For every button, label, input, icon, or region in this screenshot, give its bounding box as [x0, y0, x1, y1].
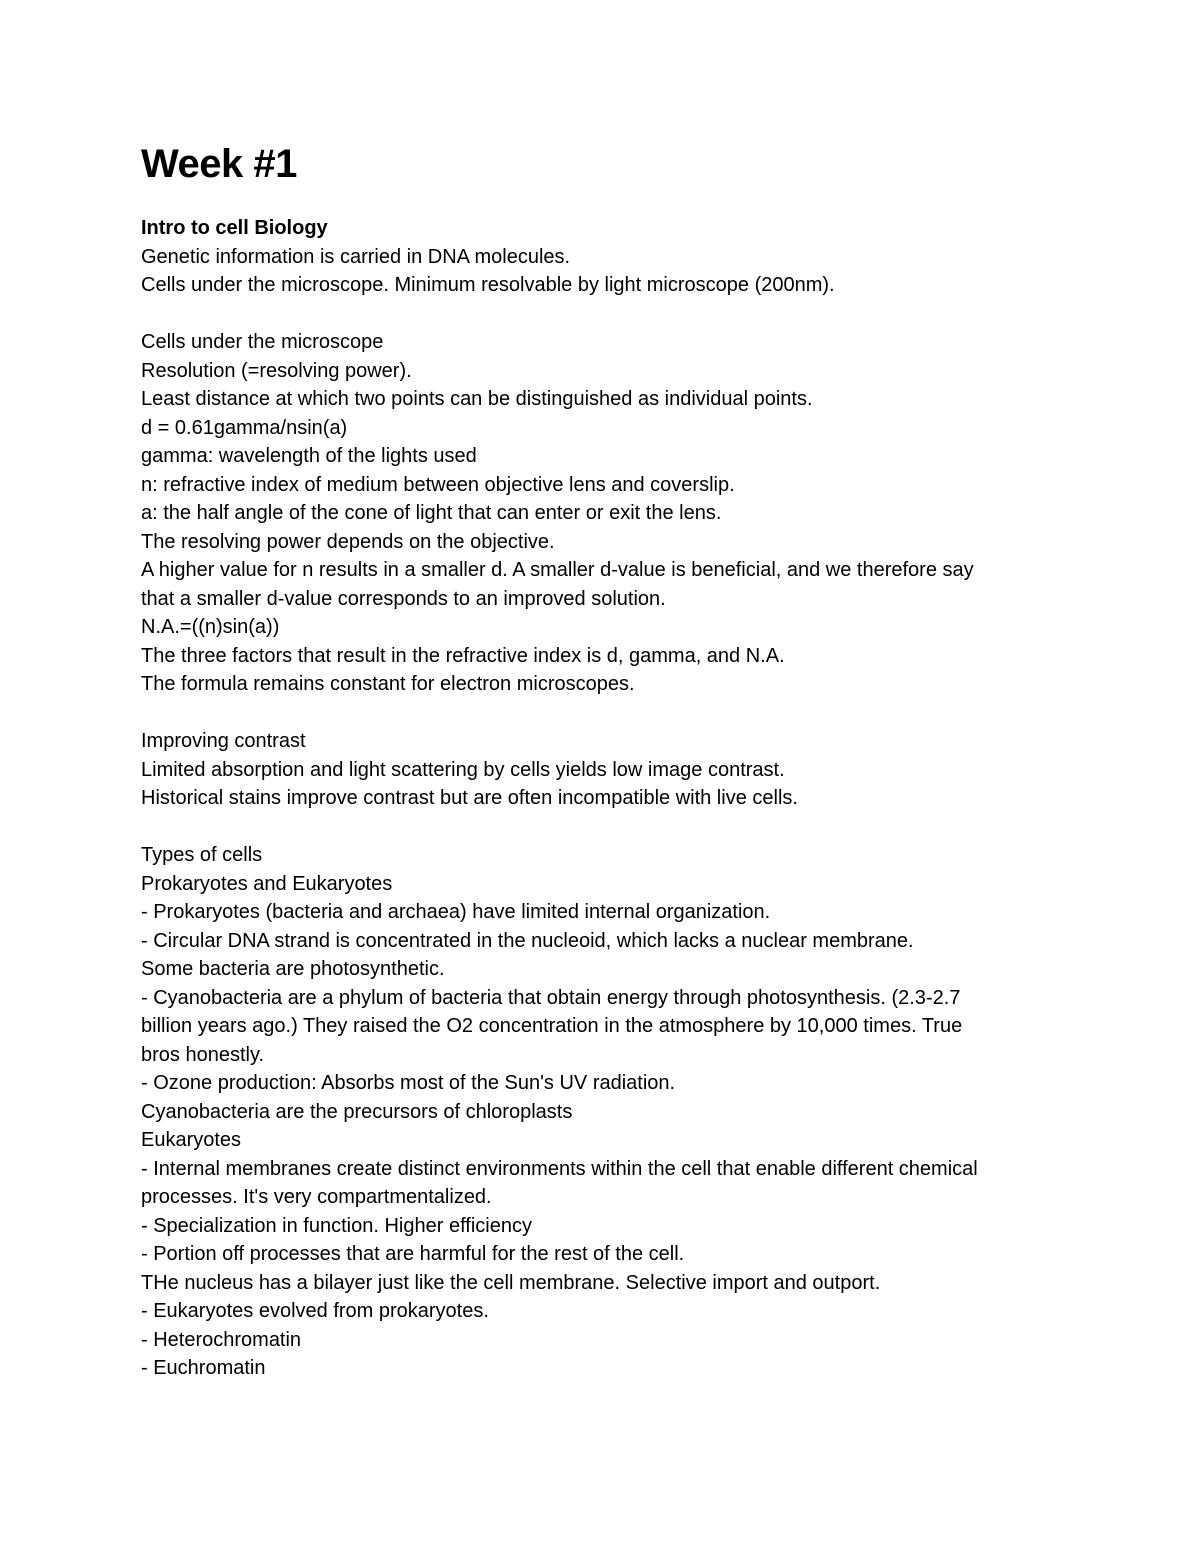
- text-line: Least distance at which two points can be distinguished as individual points.: [141, 388, 813, 410]
- section-heading: Intro to cell Biology: [141, 217, 328, 239]
- text-line: The three factors that result in the refractive index is d, gamma, and N.A.: [141, 644, 785, 667]
- text-line: - Circular DNA strand is concentrated in the nucleoid, which lacks a nuclear membrane.: [141, 929, 914, 952]
- text-line: - Internal membranes create distinct environments within the cell that enable different chemical: [141, 1157, 978, 1180]
- text-line: Resolution (=resolving power).: [141, 359, 412, 382]
- text-line: - Heterochromatin: [141, 1328, 302, 1351]
- text-line: A higher value for n results in a smaller d. A smaller d-value is beneficial, and we therefore say: [141, 559, 974, 581]
- text-line: Historical stains improve contrast but are often incompatible with live cells.: [141, 787, 798, 809]
- text-line: The formula remains constant for electron microscopes.: [141, 673, 635, 695]
- text-line: a: the half angle of the cone of light that can enter or exit the lens.: [141, 502, 722, 524]
- text-line: - Specialization in function. Higher efficiency: [141, 1214, 532, 1237]
- text-line: Prokaryotes and Eukaryotes: [141, 872, 393, 895]
- text-line: Some bacteria are photosynthetic.: [141, 958, 445, 980]
- text-line: - Prokaryotes (bacteria and archaea) have limited internal organization.: [141, 901, 771, 923]
- text-line: N.A.=((n)sin(a)): [141, 616, 280, 638]
- blank-line: [141, 813, 1061, 842]
- text-line: The resolving power depends on the objective.: [141, 530, 555, 553]
- document-page: [141, 140, 1061, 1383]
- text-line: THe nucleus has a bilayer just like the cell membrane. Selective import and outport.: [141, 1271, 881, 1294]
- text-line: - Ozone production: Absorbs most of the Sun's UV radiation.: [141, 1072, 676, 1094]
- text-line: Cells under the microscope. Minimum resolvable by light microscope (200nm).: [141, 274, 835, 296]
- text-line: Types of cells: [141, 844, 263, 866]
- text-line: Limited absorption and light scattering by cells yields low image contrast.: [141, 758, 785, 781]
- text-line: processes. It's very compartmentalized.: [141, 1186, 492, 1208]
- text-line: billion years ago.) They raised the O2 concentration in the atmosphere by 10,000 times. True: [141, 1015, 963, 1037]
- text-line: - Portion off processes that are harmful for the rest of the cell.: [141, 1243, 685, 1265]
- text-line: - Eukaryotes evolved from prokaryotes.: [141, 1300, 489, 1322]
- text-line: - Cyanobacteria are a phylum of bacteria that obtain energy through photosynthesis. (2.3-2.7: [141, 986, 961, 1009]
- text-line: Genetic information is carried in DNA molecules.: [141, 245, 571, 268]
- text-line: n: refractive index of medium between objective lens and coverslip.: [141, 473, 735, 496]
- blank-line: [141, 699, 1061, 728]
- blank-line: [141, 300, 1061, 329]
- text-line: bros honestly.: [141, 1043, 265, 1066]
- page-title: Week #1: [141, 142, 297, 186]
- text-line: gamma: wavelength of the lights used: [141, 445, 477, 467]
- text-line: Improving contrast: [141, 730, 306, 752]
- text-line: Cells under the microscope: [141, 331, 384, 353]
- document-body: [141, 243, 1061, 1383]
- text-line: Eukaryotes: [141, 1129, 242, 1151]
- text-line: - Euchromatin: [141, 1357, 266, 1379]
- text-line: Cyanobacteria are the precursors of chloroplasts: [141, 1100, 573, 1123]
- text-line: that a smaller d-value corresponds to an improved solution.: [141, 587, 666, 610]
- text-line: d = 0.61gamma/nsin(a): [141, 416, 348, 439]
